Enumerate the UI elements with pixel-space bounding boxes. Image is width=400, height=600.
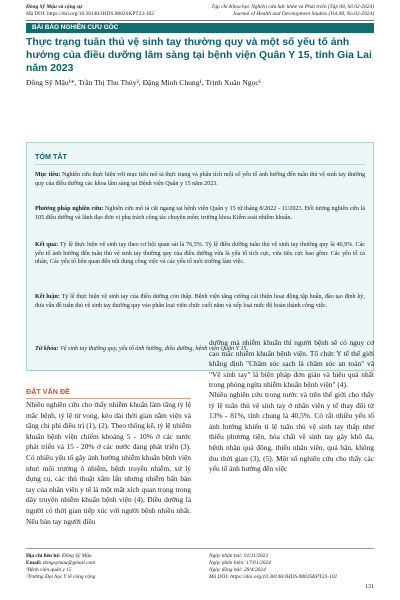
footer-dates — [209, 553, 374, 581]
accepted-date: 17/01/2024 — [246, 560, 271, 566]
results-label: Kết quả: — [35, 242, 59, 248]
contact-label: Địa chỉ liên hệ: — [26, 553, 61, 559]
accepted-line — [209, 560, 374, 567]
conclusion-text: Tỷ lệ thực hiện vệ sinh tay của điều dưỡng còn thấp. Bệnh viện tăng cường cải thiện hoạt động tập huấn, đào tạo định kỳ, đưa vấn đề tuân thủ vệ sinh tay thường quy vào phân loại viên chức cuối năm và xếp loại mức độ hoàn thành công việc. — [35, 294, 366, 309]
contact-name: Đồng Sỹ Mậu — [61, 553, 92, 559]
affiliation-1: ¹Bệnh viện quân y 15 — [26, 567, 72, 573]
footer-divider — [26, 548, 374, 549]
published-line — [209, 567, 374, 574]
abstract-box — [26, 142, 374, 371]
methods-text: Nghiên cứu mô tả cắt ngang tại bệnh viện Quân y 15 từ tháng 8/2022 - 11/2023. Đối tượng nghiên cứu là 105 điều dưỡng và lãnh đạo đơn vị phụ trách công tác chuyên môn; trưởng khoa Kiểm soát nhiễm khuẩn. — [35, 206, 365, 221]
abstract-heading: TÓM TẮT — [35, 152, 67, 161]
intro-right-paragraph-1: dưỡng mà nhiễm khuẩn thì người bệnh sẽ có nguy cơ cao mắc nhiễm khuẩn bệnh viện. Tổ chức Y tế thế giới khẳng định "Chăm sóc sạch là chăm sóc an toàn" và "Vệ sinh tay" là biện pháp đơn giản và hiệu quả nhất trong phòng ngừa nhiễm khuẩn bệnh viện" (4). — [209, 338, 374, 390]
accepted-label: Ngày phản biện: — [209, 560, 245, 566]
methods-label: Phương pháp nghiên cứu: — [35, 206, 104, 212]
received-line — [209, 553, 374, 560]
published-date: 29/4/2024 — [243, 567, 266, 573]
abstract-objective — [35, 171, 365, 188]
intro-heading: ĐẶT VẤN ĐỀ — [26, 387, 70, 396]
footer-doi[interactable]: Mã DOI: https://doi.org/10.38148/JHDS.0802SKPT23-102 — [209, 574, 338, 580]
received-label: Ngày nhận bài: — [209, 553, 243, 559]
results-text: Tỷ lệ thực hiện vệ sinh tay theo cơ hội quan sát là 76,5%. Tỷ lệ điều dưỡng tuân thủ vệ sinh tay thường quy là 40,9%. Các yếu tố ảnh hưởng đến tuân thủ vệ sinh tay thường quy của điều dưỡng vừa là yếu tố tích cực, vừa tiêu cực bao gồm: Các yếu tố cá nhân, Các yếu tố liên quan đến nội dung công việc và các yếu tố môi trường làm việc. — [35, 242, 365, 266]
running-header — [26, 4, 374, 20]
abstract-methods — [35, 205, 365, 222]
article-title: Thực trạng tuân thủ vệ sinh tay thường quy và một số yếu tố ảnh hưởng của điều dưỡng lâm sàng tại bệnh viện Quân Y 15, tỉnh Gia Lai năm 2023 — [26, 37, 372, 75]
header-left — [26, 4, 154, 18]
abstract-results — [35, 241, 365, 267]
footer-contact — [26, 553, 196, 581]
affiliation-2: ²Trường Đại học Y tế công cộng — [26, 574, 96, 580]
abstract-divider — [35, 164, 365, 165]
email-address[interactable]: dongsymau@gmail.com — [42, 560, 96, 566]
author-list: Đồng Sỹ Mậu¹*, Trần Thị Thu Thủy², Đặng Minh Chung¹, Trịnh Xuân Ngọc¹ — [26, 78, 262, 87]
keywords-label: Từ khóa: — [35, 346, 59, 352]
keywords-text: Vệ sinh tay thường quy, yếu tố ảnh hưởng, điều dưỡng, bệnh viện Quân Y 15. — [60, 346, 249, 352]
section-banner: BÀI BÁO NGHIÊN CỨU GỐC — [26, 23, 374, 33]
header-divider — [26, 20, 374, 21]
objective-label: Mục tiêu: — [35, 172, 61, 178]
intro-divider — [26, 398, 191, 399]
abstract-conclusion — [35, 293, 365, 310]
received-date: 01/11/2023 — [243, 553, 269, 559]
email-label: Email: — [26, 560, 42, 566]
intro-right-paragraph-2: Nhiều nghiên cứu trong nước và trên thế giới cho thấy tỷ lệ tuân thủ vệ sinh tay ở nhân viên y tế thay đổi từ 13% - 81%, tính chung là 40,5%. Có rất nhiều yếu tố ảnh hưởng khiến tỉ lệ tuân thủ vệ sinh tay thấp như thiếu phương tiện, hóa chất vệ sinh tay gây khô da, bệnh nhân quá đông, thiếu nhân viên, quá bận, không thu thời gian (3), (5). Một số nghiên cứu cho thấy các yếu tố ảnh hưởng đến việc — [209, 390, 374, 474]
intro-left-column: Nhiều nghiên cứu cho thấy nhiễm khuẩn làm tăng tỷ lệ mắc bệnh, tỷ lệ tử vong, kéo dài thời gian nằm viện và tăng chi phí điều trị (1), (2). Theo thống kê, tỷ lệ nhiễm khuẩn bệnh viện chiếm khoảng 5 - 10% ở các nước phát triển và 15 - 20% ở các nước đang phát triển (3). Có nhiều yếu tố gây ảnh hưởng nhiễm khuẩn bệnh viện như: môi trường ô nhiễm, bệnh truyền nhiễm, xử lý dụng cụ, các thủ thuật xâm lấn nhưng nhiễm bẩn bàn tay của nhân viên y tế là một mắt xích quan trọng trong dây truyền nhiễm khuẩn bệnh viện (4). Điều dưỡng là người có thời gian tiếp xúc với người bệnh nhiều nhất. Nếu bàn tay người điều — [26, 400, 191, 526]
header-right — [211, 4, 374, 18]
page-number: 131 — [365, 584, 374, 590]
email-line — [26, 560, 196, 567]
header-journal-vi: Tạp chí Khoa học Nghiên cứu Sức khỏe và Phát triển (Tập 08, Số 02-2024) — [211, 4, 374, 10]
header-authors: Đồng Sỹ Mậu và cộng sự — [26, 4, 83, 10]
header-journal-en: Journal of Health and Development Studies (Vol.08, No.02-2024) — [232, 10, 374, 17]
conclusion-label: Kết luận: — [35, 294, 60, 300]
published-label: Ngày đăng bài: — [209, 567, 243, 573]
contact-line — [26, 553, 196, 560]
objective-text: Nghiên cứu thực hiện với mục tiêu mô tả thực trạng và phân tích một số yếu tố ảnh hưởng đến tuân thủ vệ sinh tay thường quy của điều dưỡng các khoa lâm sàng tại Bệnh viện Quân y 15 năm 2023. — [35, 172, 365, 187]
header-doi[interactable]: Mã DOI: https://doi.org/10.38148/JHDS.0802SKPT23-102 — [26, 10, 154, 17]
